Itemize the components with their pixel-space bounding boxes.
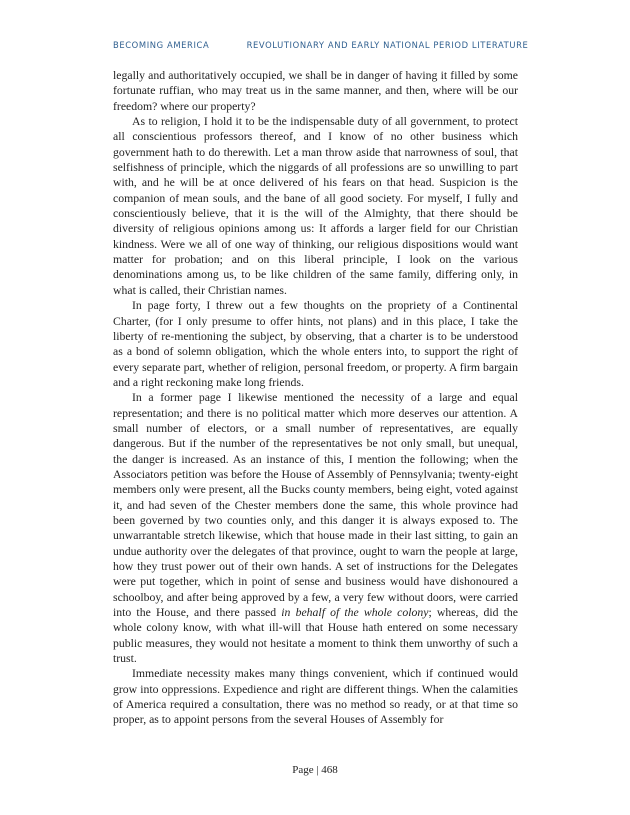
paragraph-4-text-after: ; whereas, did the whole colony know, with what ill-will that House hath entered on some necessary public measures, they would not hesitate a moment to think them unworthy of such a trust. <box>113 606 518 666</box>
paragraph-5: Immediate necessity makes many things convenient, which if continued would grow into oppressions. Expedience and right are different things. When the calamities of America required a consultation, there was no method so ready, or at that time so proper, as to appoint persons from the several Houses of Assembly for <box>113 667 518 727</box>
body-text <box>113 68 518 728</box>
paragraph-3: In page forty, I threw out a few thoughts on the propriety of a Continental Charter, (for I only presume to offer hints, not plans) and in this place, I take the liberty of re-mentioning the subject, by observing, that a charter is to be understood as a bond of solemn obligation, which the whole enters into, to support the right of every separate part, whether of religion, personal freedom, or property. A firm bargain and a right reckoning make long friends. <box>113 299 518 389</box>
paragraph-4 <box>113 390 518 666</box>
paragraph-4-italic-phrase: in behalf of the whole colony <box>281 606 429 620</box>
section-title: REVOLUTIONARY AND EARLY NATIONAL PERIOD LITERATURE <box>246 40 529 50</box>
series-title: BECOMING AMERICA <box>113 40 210 50</box>
page-number: Page | 468 <box>292 764 338 776</box>
paragraph-2: As to religion, I hold it to be the indispensable duty of all government, to protect all conscientious professors thereof, and I know of no other business which government hath to do therewith. Let a man throw aside that narrowness of soul, that selfishness of principle, which the niggards of all professions are so unwilling to part with, and he will be at once delivered of his fears on that head. Suspicion is the companion of mean souls, and the bane of all good society. For myself, I fully and conscientiously believe, that it is the will of the Almighty, that there should be diversity of religious opinions among us: It affords a larger field for our Christian kindness. Were we all of one way of thinking, our religious dispositions would want matter for probation; and on this liberal principle, I look on the various denominations among us, to be like children of the same family, differing only, in what is called, their Christian names. <box>113 115 518 297</box>
paragraph-1: legally and authoritatively occupied, we shall be in danger of having it filled by some fortunate ruffian, who may treat us in the same manner, and then, where will be our freedom? where our property? <box>113 69 518 113</box>
running-header <box>113 40 590 50</box>
paragraph-4-text-before: In a former page I likewise mentioned the necessity of a large and equal representation; and there is no political matter which more deserves our attention. A small number of electors, or a small number of representatives, are equally dangerous. But if the number of the representatives be not only small, but unequal, the danger is increased. As an instance of this, I mention the following; when the Associators petition was before the House of Assembly of Pennsylvania; twenty-eight members only were present, all the Bucks county members, being eight, voted against it, and had seven of the Chester members done the same, this whole province had been governed by two counties only, and this danger it is always exposed to. The unwarrantable stretch likewise, which that house made in their last sitting, to gain an undue authority over the delegates of that province, ought to warn the people at large, how they trust power out of their own hands. A set of instructions for the Delegates were put together, which in point of sense and business would have dishonoured a schoolboy, and after being approved by a few, a very few without doors, were carried into the House, and there passed <box>113 391 518 620</box>
